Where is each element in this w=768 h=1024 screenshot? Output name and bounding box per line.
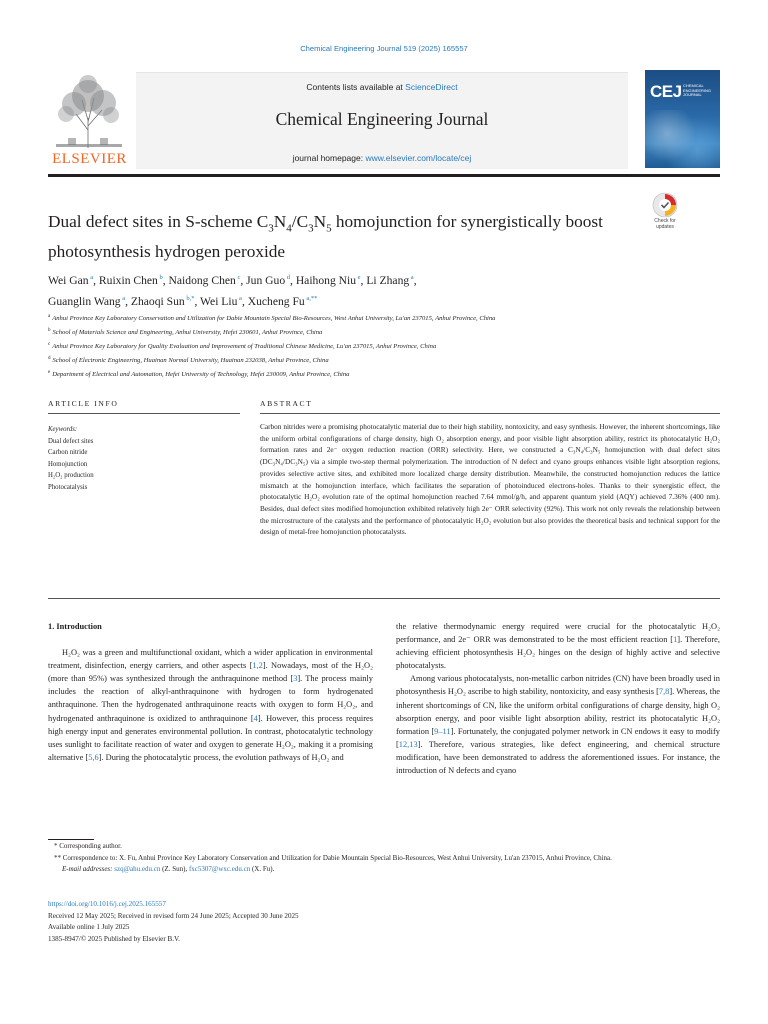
citation-link[interactable]: 9–11	[434, 726, 451, 736]
check-for-updates-badge[interactable]	[646, 192, 684, 238]
paper-title: Dual defect sites in S-scheme $C_3N_4/C_3N_5$ homojunction for synergistically boost photosynthesis hydrogen peroxide	[48, 212, 603, 262]
author-list: Wei Gan $^a$, Ruixin Chen $^b$, Naidong Chen $^c$, Jun Guo $^d$, Haihong Niu $^e$, Li Zhang $^a$, Guanglin Wang $^a$, Zhaoqi Sun $^{b,*}$, Wei Liu $^a$, Xucheng Fu $^{a,**}$	[48, 273, 417, 308]
affiliation-item	[48, 325, 688, 339]
author-name[interactable]: Jun Guo	[246, 273, 286, 287]
email-name-sun: (Z. Sun),	[160, 865, 189, 874]
author-affiliation-marker[interactable]: a	[88, 274, 94, 281]
article-info-rule	[48, 413, 240, 414]
affiliation-text: School of Electronic Engineering, Huainan Normal University, Huainan 232038, Anhui Province, China	[52, 356, 329, 364]
footnote-rule	[48, 839, 94, 840]
cover-art	[645, 110, 720, 168]
masthead	[48, 70, 720, 174]
citation-link[interactable]: 3	[293, 674, 298, 684]
affiliation-item	[48, 353, 688, 367]
affiliation-label: b	[48, 327, 51, 333]
contents-line	[136, 82, 628, 92]
homepage-prefix: journal homepage:	[292, 153, 366, 163]
affiliation-item	[48, 311, 688, 325]
author-name[interactable]: Xucheng Fu	[247, 294, 305, 308]
author-name[interactable]: Haihong Niu	[295, 273, 357, 287]
right-column-paragraphs	[396, 620, 720, 777]
email-name-fu: (X. Fu).	[250, 865, 275, 874]
paragraph-text: ]. Therefore, achieving efficient photosynthesis H₂O₂ hinges on the design of highly active and selective photocatalysts.	[396, 635, 720, 671]
correspondence-note: ** Correspondence to: X. Fu, Anhui Province Key Laboratory Conservation and Utilization for Dabie Mountain Special Bio-Resources, West Anhui University, Lu'an 237015, Anhui Province, China.	[54, 853, 612, 862]
body-column-left	[48, 620, 373, 764]
body-column-right	[396, 620, 720, 777]
keyword-item: H₂O₂ production	[48, 472, 94, 479]
contents-prefix: Contents lists available at	[306, 82, 406, 92]
author-affiliation-marker[interactable]: b	[157, 274, 163, 281]
crossmark-label: Check for updates	[654, 218, 676, 230]
received-dates: Received 12 May 2025; Received in revised form 24 June 2025; Accepted 30 June 2025	[48, 911, 299, 920]
cover-logo: CEJ	[650, 82, 682, 101]
email-link-fu[interactable]: fxc5307@wxc.edu.cn	[188, 865, 251, 874]
affiliation-item	[48, 367, 688, 381]
email-link-sun[interactable]: szq@ahu.edu.cn	[114, 865, 161, 874]
author-name[interactable]: Zhaoqi Sun	[130, 294, 185, 308]
citation-link[interactable]: 1,2	[252, 661, 263, 671]
footnotes	[48, 841, 720, 876]
citation-link[interactable]: 1	[673, 635, 678, 645]
affiliation-text: Department of Electrical and Automation, Hefei University of Technology, Hefei 230009, Anhui Province, China	[52, 370, 350, 378]
keyword-item: Photocatalysis	[48, 483, 88, 491]
paragraph-text: ]. However, this process requires high energy input and generates environmental pollution. In contrast, photocatalytic technology uses sunlight to facilitate reaction of water and oxygen to generate H₂O₂, making it a promising alternative [	[48, 713, 374, 762]
paragraph-text: ]. Therefore, various strategies, like defect engineering, and chemical structure modification, have been demonstrated to address the aforementioned issues. For instance, the introduction of N defects and cyano	[396, 739, 720, 776]
author-affiliation-marker[interactable]: c	[235, 274, 241, 281]
paragraph-text: Among various photocatalysts, non-metallic carbon nitrides (CN) have been broadly used in photosynthesis H₂O₂ ascribe to high stability, nontoxicity, and easy synthesis [	[396, 674, 720, 697]
paragraph-text: ]. During the photocatalytic process, the evolution pathways of H₂O₂ and	[98, 752, 344, 762]
abstract-bottom-rule	[48, 598, 720, 599]
citation-link[interactable]: 5,6	[88, 752, 99, 762]
journal-cover-thumbnail[interactable]	[645, 70, 720, 168]
body-paragraph	[396, 672, 720, 777]
citation-link[interactable]: 12,13	[398, 739, 418, 749]
citation-link[interactable]: 4	[253, 713, 258, 723]
homepage-link[interactable]: www.elsevier.com/locate/cej	[365, 153, 472, 163]
author-affiliation-marker[interactable]: a	[409, 274, 414, 281]
body-paragraph	[48, 646, 373, 764]
copyright-line: 1385-8947/© 2025 Published by Elsevier B.V.	[48, 935, 180, 944]
elsevier-wordmark[interactable]: ELSEVIER	[52, 151, 127, 167]
author-affiliation-marker[interactable]: e	[356, 274, 361, 281]
keywords-block	[48, 424, 238, 493]
affiliation-text: School of Materials Science and Engineering, Anhui University, Hefei 230601, Anhui Province, China	[52, 329, 323, 337]
homepage-line	[136, 153, 628, 163]
affiliation-label: d	[48, 355, 51, 361]
author-name[interactable]: Naidong Chen	[168, 273, 236, 287]
journal-citation[interactable]: Chemical Engineering Journal 519 (2025) 165557	[300, 44, 468, 53]
masthead-rule	[48, 174, 720, 177]
author-name[interactable]: Guanglin Wang	[48, 294, 121, 308]
abstract-rule	[260, 413, 720, 414]
journal-banner	[136, 72, 628, 169]
affiliation-label: c	[48, 341, 51, 347]
corresponding-author-note: * Corresponding author.	[54, 842, 122, 850]
affiliation-item	[48, 339, 688, 353]
keyword-item: Dual defect sites	[48, 437, 94, 445]
email-label: E-mail addresses:	[62, 865, 113, 874]
author-affiliation-marker[interactable]: a,**	[304, 294, 318, 302]
paragraph-text: ]. Nowadays, most of the H₂O₂ (more than 95%) was synthesized through the anthraquinone method [	[48, 661, 373, 684]
affiliation-label: a	[48, 314, 51, 319]
author-affiliation-marker[interactable]: a	[120, 294, 126, 302]
abstract-heading: ABSTRACT	[260, 399, 313, 408]
crossmark-icon	[646, 192, 684, 220]
author-name[interactable]: Wei Gan	[48, 273, 89, 287]
affiliations	[48, 311, 688, 380]
journal-title: Chemical Engineering Journal	[275, 109, 489, 129]
email-line	[48, 864, 720, 876]
article-front-matter	[48, 899, 720, 946]
body-paragraph	[396, 620, 720, 672]
keywords-label: Keywords:	[48, 426, 78, 433]
author-affiliation-marker[interactable]: b,*	[184, 294, 195, 302]
section-heading-introduction: 1. Introduction	[48, 622, 102, 631]
article-info-heading: ARTICLE INFO	[48, 399, 119, 408]
paragraph-text: ]. Fortunately, the conjugated polymer network in CN endows it easy to modify [	[396, 726, 720, 749]
keyword-item: Carbon nitride	[48, 449, 88, 456]
cover-subtitle: CHEMICAL ENGINEERING JOURNAL	[683, 83, 712, 97]
left-column-paragraphs	[48, 646, 373, 764]
affiliation-text: Anhui Province Key Laboratory for Quality Evaluation and Improvement of Traditional Chinese Medicine, Lu'an 237015, Anhui Province, China	[52, 342, 437, 350]
paragraph-text: ]. Whereas, the inherent shortcomings of CN, like the uniform orbital configurations of charge density, high O₂ absorption energy, and poor visible light absorption ability, restrict its photocatalytic H₂O₂ formation [	[396, 687, 720, 736]
author-name[interactable]: Wei Liu	[200, 294, 238, 308]
abstract-text: Carbon nitrides were a promising photocatalytic material due to their high stability, nontoxicity, and easy synthesis. However, the inherent shortcomings, like the uniform orbital configurations of charge density, high O₂ absorption energy, and poor visible light absorption ability, restrict its photocatalytic H₂O₂ formation rates and 2e⁻ oxygen reduction reaction (ORR) selectivity. Here, we constructed a C₃N₄/C₃N₅ homojunction with dual defect sites (DC₃N₄/DC₃N₅) via a simple two-step thermal polymerization. The introduction of N defect and cyano groups enhances visible light absorption regions, provides selective active sites, and exhibited more localized charge density distribution. Meanwhile, the constructed homojunction reduces the lattice mismatch at the homojunction interface, which facilitates the separation of photoinduced electrons-holes. Thanks to their synergistic effect, the photocatalytic H₂O₂ evolution rate of the optimal homojunction reached 7.64 mmol/g/h, and apparent quantum yield (AQY) achieved 7.36% (400 nm). Besides, dual defect sites modified homojunction exhibited relatively high 2e⁻ ORR selectivity (92%). This work not only reveals the relationship between the microstructure of the catalysts and the performance of photocatalytic H₂O₂ evolution but also provides the theoretical basis and technical support for the design of metal-free homojunction photocatalysts.	[260, 422, 720, 537]
available-online: Available online 1 July 2025	[48, 923, 130, 932]
affiliation-label: e	[48, 369, 51, 375]
paragraph-text: H₂O₂ was a green and multifunctional oxidant, which a wider application in environmental treatment, disinfection, energy carriers, and other aspects [	[48, 648, 373, 671]
doi-link[interactable]: https://doi.org/10.1016/j.cej.2025.165557	[48, 900, 166, 908]
author-affiliation-marker[interactable]: d	[285, 274, 291, 281]
citation-link[interactable]: 7,8	[658, 687, 670, 697]
paragraph-text: ]. The process mainly includes the reaction of alkyl-anthraquinone with hydrogen to form hydrogenated anthraquinone. Then the hydrogenated anthraquinone reacts with oxygen to form H₂O₂, and hydrogenated anthraquinone is oxidized to anthraquinone [	[48, 674, 373, 723]
keywords-list	[48, 436, 238, 494]
keyword-item: Homojunction	[48, 460, 88, 468]
author-name[interactable]: Li Zhang	[366, 273, 410, 287]
affiliation-text: Anhui Province Key Laboratory Conservation and Utilization for Dabie Mountain Special Bio-Resources, West Anhui University, Lu'an 237015, Anhui Province, China	[52, 315, 496, 323]
sciencedirect-link[interactable]: ScienceDirect	[405, 82, 458, 92]
paragraph-text: the relative thermodynamic energy required were crucial for the photocatalytic H₂O₂ performance, and 2e⁻ ORR was demonstrated to be the most efficient reaction [	[396, 622, 720, 645]
author-affiliation-marker[interactable]: a	[237, 294, 242, 302]
author-name[interactable]: Ruixin Chen	[98, 273, 158, 287]
